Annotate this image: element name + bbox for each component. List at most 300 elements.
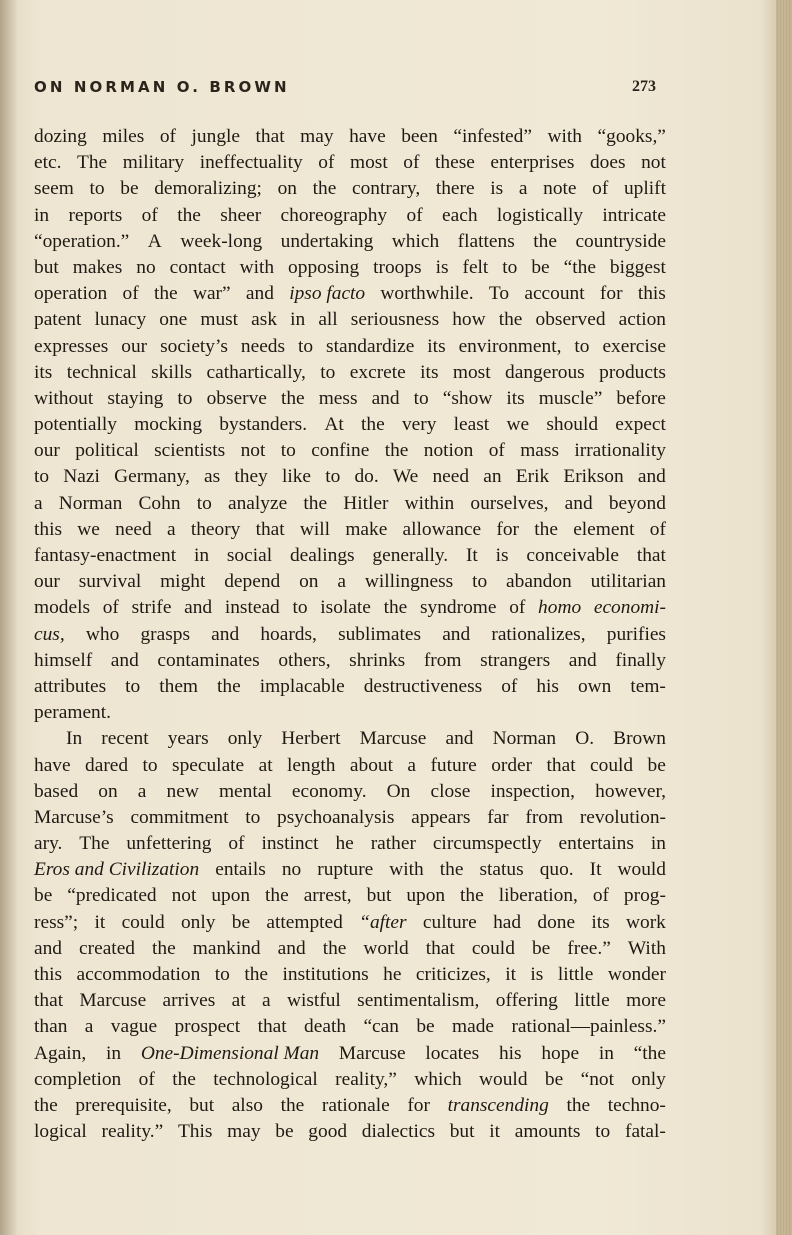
word: expresses bbox=[34, 335, 109, 357]
word: unfettering bbox=[126, 833, 212, 855]
text-line bbox=[34, 412, 666, 438]
word: fatal- bbox=[624, 1121, 666, 1143]
word: for bbox=[407, 1094, 430, 1116]
word: willingness bbox=[364, 571, 454, 593]
word: its bbox=[427, 335, 446, 357]
word: Herbert bbox=[281, 728, 341, 750]
word: The bbox=[79, 833, 110, 855]
word: criticizes, bbox=[415, 964, 491, 985]
word: The bbox=[77, 152, 108, 174]
word: years bbox=[167, 728, 209, 750]
word: ineffectuality bbox=[199, 152, 303, 174]
word: seem bbox=[34, 178, 74, 200]
text-line bbox=[34, 1119, 666, 1145]
word: but bbox=[366, 885, 392, 907]
word: rationale bbox=[321, 1094, 390, 1116]
word: will bbox=[299, 518, 331, 540]
word: the bbox=[172, 1068, 196, 1090]
word: of bbox=[159, 126, 177, 147]
word: reality,” bbox=[335, 1068, 397, 1090]
word: to bbox=[502, 256, 518, 278]
word: the bbox=[303, 492, 328, 514]
word: irrationality bbox=[574, 440, 666, 462]
word: to bbox=[196, 492, 212, 514]
word: his bbox=[536, 675, 559, 697]
word: It bbox=[465, 545, 478, 566]
word: offering bbox=[495, 990, 558, 1012]
word: institutions bbox=[282, 964, 369, 985]
word: that bbox=[255, 126, 285, 147]
word: like bbox=[281, 466, 312, 488]
word: new bbox=[166, 780, 199, 802]
word: far bbox=[487, 806, 509, 828]
word: most bbox=[350, 152, 388, 174]
word: and bbox=[442, 623, 471, 645]
word: to bbox=[298, 335, 314, 357]
word: potentially bbox=[34, 414, 117, 436]
word: but bbox=[189, 1094, 215, 1116]
word: Erikson bbox=[563, 466, 624, 488]
word: skills bbox=[151, 361, 193, 383]
text-line bbox=[34, 1093, 666, 1119]
word: in bbox=[193, 545, 210, 566]
word: there bbox=[435, 178, 475, 200]
word: transcending bbox=[447, 1094, 549, 1116]
word: least bbox=[453, 414, 490, 436]
word: do. bbox=[354, 466, 379, 488]
word: to bbox=[142, 754, 158, 776]
word: and bbox=[277, 937, 306, 959]
word: contact bbox=[169, 256, 226, 278]
word: implacable bbox=[259, 675, 345, 697]
text-line bbox=[34, 517, 666, 543]
word: prog- bbox=[623, 885, 666, 907]
word: without bbox=[34, 387, 94, 409]
word: observed bbox=[535, 309, 606, 331]
word: sublimates bbox=[338, 623, 422, 645]
gutter-shadow bbox=[0, 0, 18, 1235]
word: little bbox=[557, 964, 594, 985]
word: upon bbox=[211, 885, 251, 907]
word: the bbox=[534, 518, 558, 540]
word: ress”; bbox=[34, 911, 79, 933]
word: enterprises bbox=[490, 152, 575, 174]
word: future bbox=[430, 754, 477, 776]
word: confine bbox=[311, 440, 370, 462]
word: “not bbox=[580, 1068, 614, 1090]
word: “show bbox=[442, 387, 493, 409]
running-head bbox=[34, 78, 656, 102]
text-line bbox=[34, 281, 666, 307]
word: destructiveness bbox=[363, 675, 483, 697]
word: hope bbox=[541, 1042, 580, 1064]
word: is bbox=[530, 964, 544, 985]
word: A bbox=[147, 230, 162, 252]
word: the bbox=[177, 204, 201, 226]
word: shrinks bbox=[349, 649, 406, 671]
word: Again, bbox=[34, 1042, 87, 1064]
word: miles bbox=[102, 126, 145, 147]
word: rupture bbox=[317, 859, 374, 881]
word: techno- bbox=[607, 1094, 666, 1116]
word: its bbox=[34, 361, 53, 383]
word: instead bbox=[224, 597, 280, 619]
word: our bbox=[34, 571, 60, 593]
word: of bbox=[318, 152, 335, 174]
word: based bbox=[34, 780, 79, 802]
word: intricate bbox=[602, 204, 666, 226]
text-line bbox=[34, 176, 666, 202]
word: he bbox=[383, 964, 402, 985]
word: be bbox=[34, 885, 53, 907]
word: and bbox=[445, 728, 474, 750]
word: entertains bbox=[558, 833, 634, 855]
word: war” bbox=[192, 283, 231, 305]
word: social bbox=[226, 545, 273, 566]
word: be bbox=[120, 178, 139, 200]
word: rather bbox=[370, 833, 416, 855]
word: of bbox=[649, 518, 666, 540]
word: logical bbox=[34, 1121, 87, 1143]
word: and bbox=[245, 283, 274, 305]
word: Eros and Civilization bbox=[34, 859, 200, 881]
word: of bbox=[592, 178, 609, 200]
word: jungle bbox=[191, 126, 241, 147]
word: speculate bbox=[172, 754, 245, 776]
word: have bbox=[34, 754, 71, 776]
word: this bbox=[34, 518, 63, 540]
word: its bbox=[420, 361, 439, 383]
word: the bbox=[566, 1094, 591, 1116]
word: each bbox=[442, 204, 478, 226]
word: the bbox=[383, 597, 408, 619]
word: action bbox=[618, 309, 666, 331]
word: attempted bbox=[266, 911, 343, 933]
word: it bbox=[505, 964, 516, 985]
word: an bbox=[483, 466, 502, 488]
word: dozing bbox=[34, 126, 87, 147]
word: from bbox=[423, 649, 462, 671]
word: himself bbox=[34, 649, 93, 671]
text-line bbox=[34, 753, 666, 779]
word: would bbox=[479, 1068, 528, 1090]
word: of bbox=[501, 675, 518, 697]
word: most bbox=[452, 361, 491, 383]
word: “predicated bbox=[67, 885, 157, 907]
word: death bbox=[304, 1016, 347, 1038]
word: his bbox=[498, 1042, 522, 1064]
word: made bbox=[452, 1016, 495, 1038]
word: for bbox=[599, 283, 623, 305]
text-line bbox=[34, 334, 666, 360]
word: of bbox=[141, 204, 158, 226]
word: attributes bbox=[34, 675, 107, 697]
word: world bbox=[363, 937, 409, 959]
word: felt bbox=[462, 256, 489, 278]
text-line bbox=[34, 648, 666, 674]
word: within bbox=[404, 492, 455, 514]
word: notion bbox=[423, 440, 474, 462]
text-line bbox=[34, 674, 666, 700]
text-line bbox=[34, 779, 666, 805]
word: this bbox=[637, 283, 666, 305]
word: lunacy bbox=[94, 309, 147, 331]
word: “infested” bbox=[453, 126, 532, 147]
text-line bbox=[34, 805, 666, 831]
text-line bbox=[34, 464, 666, 490]
word: purifies bbox=[606, 623, 666, 645]
word: scientists bbox=[154, 440, 226, 462]
word: appears bbox=[411, 806, 471, 828]
word: patent bbox=[34, 309, 82, 331]
word: only bbox=[631, 1068, 666, 1090]
word: ipso facto bbox=[289, 283, 366, 305]
word: and bbox=[568, 649, 597, 671]
word: of bbox=[509, 597, 526, 619]
word: the bbox=[280, 387, 305, 409]
text-line bbox=[34, 150, 666, 176]
word: of bbox=[102, 597, 119, 619]
word: environment, bbox=[458, 335, 562, 357]
word: free.” bbox=[567, 937, 611, 959]
word: cathartically, bbox=[206, 361, 306, 383]
word: could bbox=[121, 911, 165, 933]
word: Germany, bbox=[114, 466, 190, 488]
word: staying bbox=[107, 387, 164, 409]
word: wistful bbox=[286, 990, 341, 1012]
word: these bbox=[435, 152, 475, 174]
word: cus, bbox=[34, 623, 65, 645]
word: been bbox=[401, 126, 438, 147]
word: only bbox=[227, 728, 263, 750]
word: is bbox=[495, 545, 509, 566]
word: choreography bbox=[280, 204, 388, 226]
word: products bbox=[599, 361, 666, 383]
word: of bbox=[228, 833, 245, 855]
word: prerequisite, bbox=[75, 1094, 172, 1116]
word: survival bbox=[78, 571, 142, 593]
word: they bbox=[234, 466, 268, 488]
word: utilitarian bbox=[590, 571, 666, 593]
text-line bbox=[34, 988, 666, 1014]
word: for bbox=[496, 518, 520, 540]
word: the bbox=[360, 414, 385, 436]
word: allowance bbox=[402, 518, 482, 540]
word: It bbox=[589, 859, 602, 881]
page-edges bbox=[776, 0, 792, 1235]
word: this bbox=[34, 964, 63, 985]
word: ary. bbox=[34, 833, 63, 855]
word: ask bbox=[251, 309, 278, 331]
text-line bbox=[34, 726, 666, 752]
word: with bbox=[547, 126, 582, 147]
word: a bbox=[261, 990, 271, 1012]
word: a bbox=[518, 178, 528, 200]
word: Marcuse bbox=[338, 1042, 406, 1064]
word: need bbox=[432, 466, 470, 488]
word: make bbox=[345, 518, 388, 540]
word: of bbox=[138, 1068, 155, 1090]
text-line bbox=[34, 1041, 666, 1067]
word: psychoanalysis bbox=[277, 806, 395, 828]
word: and bbox=[371, 387, 400, 409]
word: created bbox=[79, 937, 135, 959]
text-line bbox=[34, 595, 666, 621]
word: generally. bbox=[372, 545, 449, 566]
word: society’s bbox=[160, 335, 228, 357]
word: ourselves, bbox=[470, 492, 549, 514]
word: that bbox=[425, 937, 455, 959]
text-line bbox=[34, 962, 666, 988]
word: Brown bbox=[613, 728, 666, 750]
word: does bbox=[589, 152, 626, 174]
word: from bbox=[525, 806, 564, 828]
word: not bbox=[641, 152, 666, 174]
word: sentimentalism, bbox=[357, 990, 480, 1012]
word: expect bbox=[615, 414, 666, 436]
word: to bbox=[214, 964, 230, 985]
word: perament. bbox=[34, 702, 111, 724]
word: tem- bbox=[630, 675, 666, 697]
word: but bbox=[34, 256, 59, 278]
word: its bbox=[506, 387, 525, 409]
text-line bbox=[34, 438, 666, 464]
word: commitment bbox=[130, 806, 229, 828]
running-title: ON NORMAN O. BROWN bbox=[34, 78, 290, 96]
word: the bbox=[460, 885, 484, 907]
word: countryside bbox=[575, 230, 666, 252]
text-line bbox=[34, 307, 666, 333]
word: upon bbox=[406, 885, 446, 907]
word: reality.” bbox=[101, 1121, 164, 1143]
word: needs bbox=[240, 335, 286, 357]
word: on bbox=[277, 178, 297, 200]
word: the bbox=[384, 440, 409, 462]
word: of bbox=[488, 440, 505, 462]
word: not bbox=[240, 440, 266, 462]
text-line bbox=[34, 255, 666, 281]
word: rationalizes, bbox=[491, 623, 586, 645]
word: be bbox=[647, 754, 666, 776]
word: which bbox=[391, 230, 440, 252]
word: to bbox=[125, 675, 141, 697]
word: be bbox=[231, 911, 251, 933]
word: “gooks,” bbox=[597, 126, 666, 147]
word: dialectics bbox=[361, 1121, 436, 1143]
word: need bbox=[115, 518, 152, 540]
word: and bbox=[211, 623, 240, 645]
word: the bbox=[533, 230, 557, 252]
word: dealings bbox=[289, 545, 355, 566]
text-line bbox=[34, 622, 666, 648]
word: in bbox=[598, 1042, 614, 1064]
word: With bbox=[627, 937, 666, 959]
word: seriousness bbox=[350, 309, 440, 331]
word: own bbox=[577, 675, 612, 697]
word: with bbox=[389, 859, 424, 881]
word: the bbox=[153, 283, 178, 305]
word: logistically bbox=[496, 204, 584, 226]
word: fantasy-enactment bbox=[34, 545, 177, 566]
word: the bbox=[244, 964, 269, 985]
word: it bbox=[489, 1121, 501, 1143]
text-line bbox=[34, 360, 666, 386]
word: conceivable bbox=[526, 545, 620, 566]
word: its bbox=[591, 911, 610, 933]
word: in bbox=[290, 309, 306, 331]
word: mass bbox=[520, 440, 559, 462]
word: be bbox=[416, 1016, 435, 1038]
word: be bbox=[531, 937, 551, 959]
word: wonder bbox=[607, 964, 666, 985]
word: analyze bbox=[227, 492, 288, 514]
word: political bbox=[75, 440, 139, 462]
word: the bbox=[312, 178, 337, 200]
word: but bbox=[449, 1121, 475, 1143]
word: others, bbox=[278, 649, 331, 671]
word: economy. bbox=[291, 780, 367, 802]
word: must bbox=[200, 309, 239, 331]
word: the bbox=[152, 937, 176, 959]
word: Nazi bbox=[63, 466, 100, 488]
word: quo. bbox=[539, 859, 574, 881]
word: one bbox=[159, 309, 188, 331]
word: We bbox=[392, 466, 419, 488]
word: recent bbox=[101, 728, 149, 750]
word: a bbox=[407, 754, 417, 776]
word: vague bbox=[110, 1016, 158, 1038]
word: mental bbox=[218, 780, 272, 802]
text-line bbox=[34, 124, 666, 150]
text-line bbox=[34, 1067, 666, 1093]
word: arrives bbox=[162, 990, 216, 1012]
word: to bbox=[320, 361, 336, 383]
word: very bbox=[401, 414, 437, 436]
word: standardize bbox=[326, 335, 415, 357]
word: grasps bbox=[140, 623, 190, 645]
word: a bbox=[337, 571, 346, 593]
word: finally bbox=[615, 649, 666, 671]
word: O. bbox=[575, 728, 595, 750]
word: mocking bbox=[134, 414, 203, 436]
word: muscle” bbox=[538, 387, 603, 409]
word: culture bbox=[422, 911, 477, 933]
word: mess bbox=[318, 387, 358, 409]
word: how bbox=[452, 309, 486, 331]
word: week-long bbox=[180, 230, 263, 252]
word: At bbox=[324, 414, 344, 436]
word: is bbox=[435, 256, 449, 278]
word: and bbox=[564, 492, 593, 514]
word: technical bbox=[66, 361, 137, 383]
word: the bbox=[34, 1094, 58, 1116]
word: them bbox=[159, 675, 199, 697]
word: “the bbox=[563, 256, 596, 278]
word: note bbox=[543, 178, 577, 200]
word: abandon bbox=[506, 571, 572, 593]
word: of bbox=[406, 204, 423, 226]
word: to bbox=[245, 806, 261, 828]
word: that bbox=[34, 990, 64, 1012]
text-line bbox=[34, 543, 666, 569]
word: a bbox=[34, 492, 43, 514]
word: of bbox=[122, 283, 139, 305]
word: to bbox=[89, 178, 105, 200]
word: no bbox=[136, 256, 156, 278]
word: etc. bbox=[34, 152, 62, 174]
word: prospect bbox=[174, 1016, 241, 1038]
word: dangerous bbox=[505, 361, 585, 383]
